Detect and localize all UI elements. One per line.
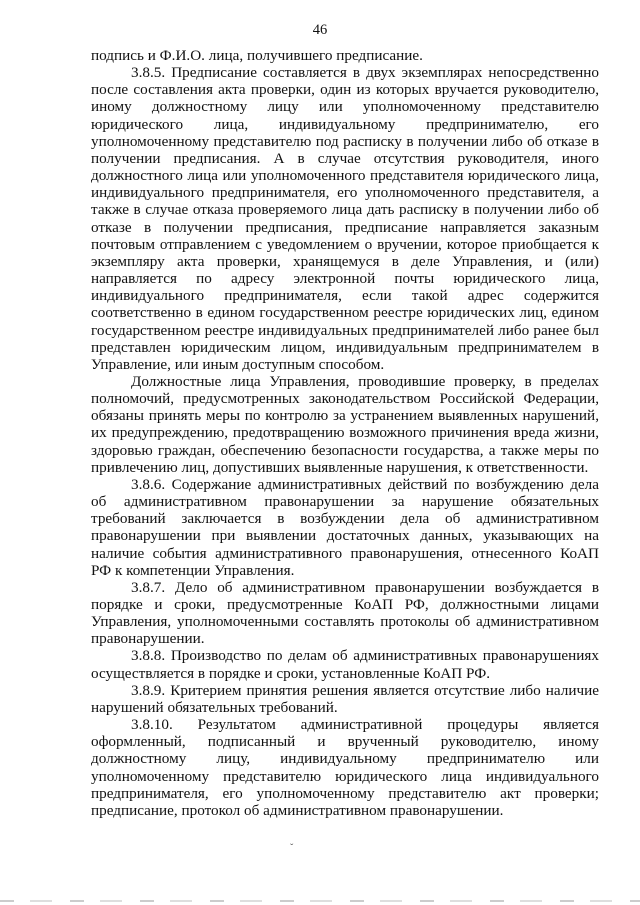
paragraph-officials-duties: Должностные лица Управления, проводившие проверку, в пределах полномочий, предусмотренных законодательством Российской Федерации, обязаны принять меры по контролю за устранением выявленных нарушений, их предупреждению, предотвращению возможного причинения вреда жизни, здоровью граждан, обеспечению безопасности государства, а также меры по привлечению лиц, допустивших выявленные нарушения, к ответственности. (91, 372, 599, 476)
paragraph-signature-line: подпись и Ф.И.О. лица, получившего предписание. (91, 47, 423, 64)
paragraph-3-8-9: 3.8.9. Критерием принятия решения является отсутствие либо наличие нарушений обязательных требований. (91, 681, 599, 716)
paragraph-3-8-6: 3.8.6. Содержание административных действий по возбуждению дела об административном правонарушении за нарушение обязательных требований заключается в возбуждении дела об административном правонарушении при выявлении достаточных данных, указывающих на наличие события административного правонарушения, отнесенного КоАП РФ к компетенции Управления. (91, 475, 599, 579)
document-body (91, 47, 599, 819)
paragraph-3-8-8: 3.8.8. Производство по делам об административных правонарушениях осуществляется в порядке и сроки, установленные КоАП РФ. (91, 647, 599, 682)
scan-edge-divider (0, 900, 640, 902)
stray-mark: ˇ (290, 843, 294, 854)
paragraph-3-8-5: 3.8.5. Предписание составляется в двух экземплярах непосредственно после составления акта проверки, один из которых вручается руководителю, иному должностному лицу или уполномоченному представителю юридического лица, индивидуальному предпринимателю, его уполномоченному представителю под расписку в получении либо об отказе в получении предписания. А в случае отсутствия руководителя, иного должностного лица или уполномоченного представителя юридического лица, индивидуального предпринимателя, его уполномоченного представителя, а также в случае отказа проверяемого лица дать расписку в получении либо об отказе в получении предписания, предписание направляется заказным почтовым отправлением с уведомлением о вручении, которое приобщается к экземпляру акта проверки, хранящемуся в деле Управления, и (или) направляется по адресу электронной почты юридического лица, индивидуального предпринимателя, если такой адрес содержится соответственно в едином государственном реестре юридических лиц, едином государственном реестре индивидуальных предпринимателей либо ранее был представлен юридическим лицом, индивидуальным предпринимателем в Управление, или иным доступным способом. (91, 64, 599, 373)
paragraph-3-8-10: 3.8.10. Результатом административной процедуры является оформленный, подписанный и врученный руководителю, иному должностному лицу, индивидуальному предпринимателю или уполномоченному представителю юридического лица индивидуального предпринимателя, его уполномоченному представителю акт проверки; предписание, протокол об административном правонарушении. (91, 716, 599, 819)
page-number: 46 (312, 22, 328, 38)
paragraph-3-8-7: 3.8.7. Дело об административном правонарушении возбуждается в порядке и сроки, предусмотренные КоАП РФ, должностными лицами Управления, уполномоченными составлять протоколы об административном правонарушении. (91, 578, 599, 648)
